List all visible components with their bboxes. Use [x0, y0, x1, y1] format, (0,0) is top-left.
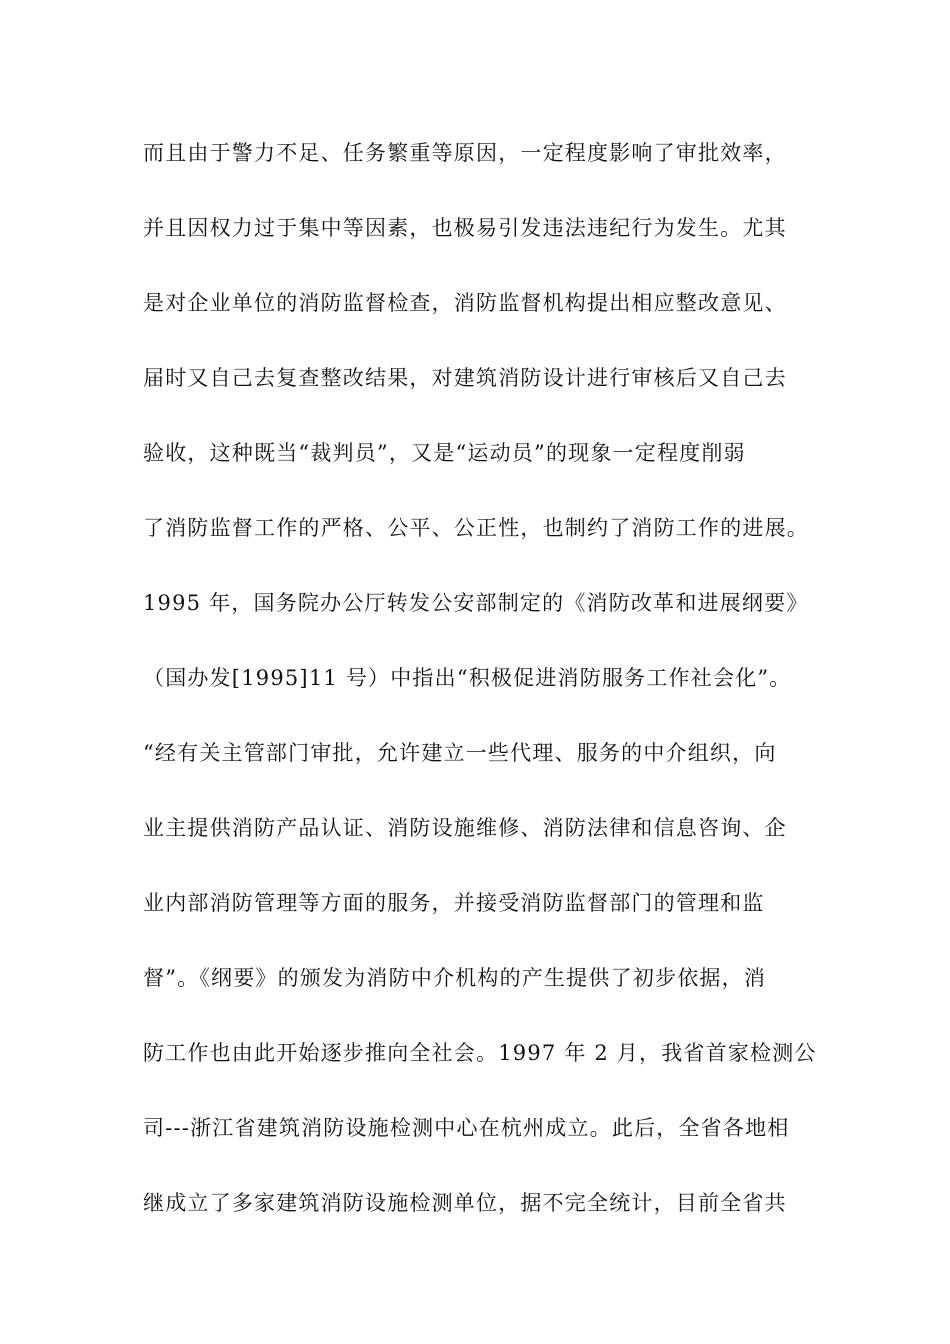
text-line: 防工作也由此开始逐步推向全社会。1997 年 2 月，我省首家检测公 — [143, 1041, 817, 1065]
text-line: （国办发[1995]11 号）中指出“积极促进消防服务工作社会化”。 — [143, 666, 792, 690]
text-line: 而且由于警力不足、任务繁重等原因，一定程度影响了审批效率， — [143, 141, 787, 165]
text-line: 验收，这种既当“裁判员”，又是“运动员”的现象一定程度削弱 — [143, 441, 746, 465]
text-line: 督”。《纲要》的颁发为消防中介机构的产生提供了初步依据，消 — [143, 966, 767, 990]
text-line: 了消防监督工作的严格、公平、公正性，也制约了消防工作的进展。 — [143, 516, 809, 540]
text-line: 并且因权力过于集中等因素，也极易引发违法违纪行为发生。尤其 — [143, 216, 787, 240]
text-line: 是对企业单位的消防监督检查，消防监督机构提出相应整改意见、 — [143, 291, 787, 315]
text-line: 继成立了多家建筑消防设施检测单位，据不完全统计，目前全省共 — [143, 1191, 787, 1215]
body-text — [143, 130, 843, 1255]
text-line: 1995 年，国务院办公厅转发公安部制定的《消防改革和进展纲要》 — [143, 591, 809, 615]
text-line: 届时又自己去复查整改结果，对建筑消防设计进行审核后又自己去 — [143, 366, 787, 390]
text-line: “经有关主管部门审批，允许建立一些代理、服务的中介组织，向 — [143, 741, 777, 765]
text-line: 业内部消防管理等方面的服务，并接受消防监督部门的管理和监 — [143, 891, 765, 915]
text-line: 司---浙江省建筑消防设施检测中心在杭州成立。此后，全省各地相 — [143, 1116, 790, 1140]
text-line: 业主提供消防产品认证、消防设施维修、消防法律和信息咨询、企 — [143, 816, 787, 840]
